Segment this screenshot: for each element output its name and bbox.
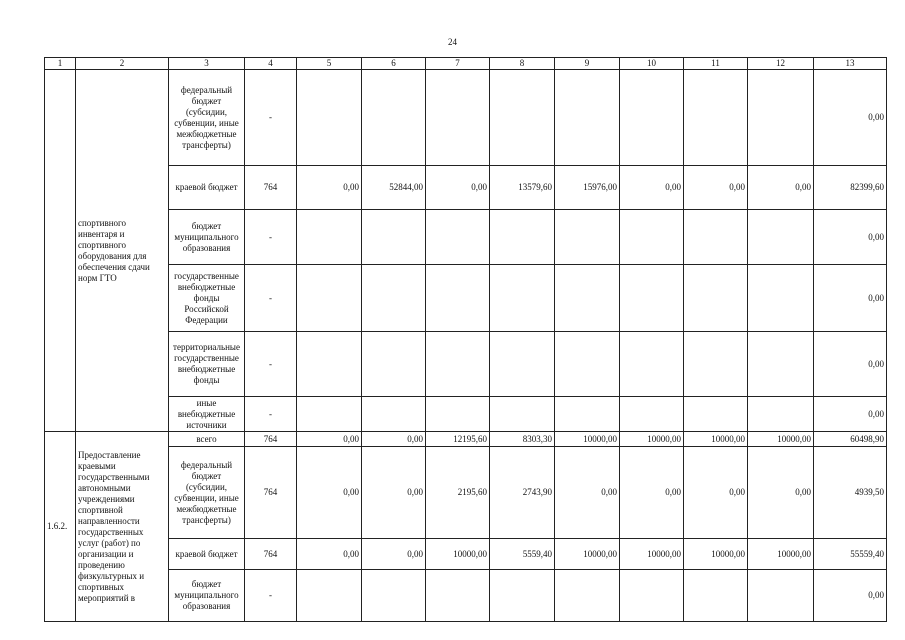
column-header: 7 (426, 58, 490, 70)
column-header: 5 (297, 58, 362, 70)
column-header: 11 (684, 58, 748, 70)
year-value (297, 210, 362, 265)
year-value (426, 570, 490, 622)
year-value: 0,00 (748, 166, 814, 210)
year-value (620, 210, 684, 265)
table-row (45, 265, 887, 332)
year-value: 10000,00 (426, 539, 490, 570)
year-value (555, 397, 620, 432)
funding-source: государственные внебюджетные фонды Российской Федерации (169, 265, 245, 332)
budget-code: - (245, 332, 297, 397)
year-value: 10000,00 (748, 432, 814, 447)
funding-source: краевой бюджет (169, 539, 245, 570)
year-value (620, 397, 684, 432)
total-value: 0,00 (814, 397, 887, 432)
column-header: 4 (245, 58, 297, 70)
year-value (684, 210, 748, 265)
year-value: 10000,00 (555, 432, 620, 447)
year-value: 0,00 (297, 447, 362, 539)
total-value: 0,00 (814, 332, 887, 397)
column-header: 12 (748, 58, 814, 70)
budget-code: - (245, 570, 297, 622)
total-value: 0,00 (814, 570, 887, 622)
year-value (490, 70, 555, 166)
year-value (684, 70, 748, 166)
column-header: 6 (362, 58, 426, 70)
column-header: 9 (555, 58, 620, 70)
funding-source: всего (169, 432, 245, 447)
budget-table (44, 57, 887, 622)
budget-code: 764 (245, 166, 297, 210)
year-value (490, 397, 555, 432)
year-value (362, 210, 426, 265)
table-row (45, 166, 887, 210)
year-value (620, 265, 684, 332)
table-row (45, 70, 887, 166)
year-value (684, 570, 748, 622)
year-value: 5559,40 (490, 539, 555, 570)
total-value: 0,00 (814, 70, 887, 166)
year-value (555, 70, 620, 166)
column-header: 1 (45, 58, 76, 70)
year-value: 0,00 (362, 539, 426, 570)
total-value: 0,00 (814, 210, 887, 265)
year-value: 10000,00 (620, 539, 684, 570)
year-value (297, 70, 362, 166)
funding-source: краевой бюджет (169, 166, 245, 210)
budget-code: 764 (245, 447, 297, 539)
year-value (748, 332, 814, 397)
year-value: 0,00 (297, 539, 362, 570)
table-row (45, 570, 887, 622)
column-header: 10 (620, 58, 684, 70)
year-value (684, 397, 748, 432)
year-value: 2195,60 (426, 447, 490, 539)
budget-code: - (245, 265, 297, 332)
item-code: 1.6.2. (45, 432, 76, 622)
table-row (45, 332, 887, 397)
table-row (45, 397, 887, 432)
year-value (297, 332, 362, 397)
column-header: 13 (814, 58, 887, 70)
year-value: 0,00 (297, 432, 362, 447)
year-value: 0,00 (362, 432, 426, 447)
budget-code: - (245, 397, 297, 432)
funding-source: территориальные государственные внебюджетные фонды (169, 332, 245, 397)
column-header: 8 (490, 58, 555, 70)
year-value (297, 397, 362, 432)
year-value: 0,00 (748, 447, 814, 539)
budget-code: 764 (245, 432, 297, 447)
year-value (555, 265, 620, 332)
year-value: 13579,60 (490, 166, 555, 210)
year-value (426, 70, 490, 166)
table-row (45, 432, 887, 447)
total-value: 82399,60 (814, 166, 887, 210)
year-value: 0,00 (297, 166, 362, 210)
year-value (748, 397, 814, 432)
year-value: 0,00 (362, 447, 426, 539)
year-value: 2743,90 (490, 447, 555, 539)
total-value: 0,00 (814, 265, 887, 332)
year-value (426, 397, 490, 432)
funding-source: иные внебюджетные источники (169, 397, 245, 432)
year-value (490, 332, 555, 397)
year-value: 10000,00 (555, 539, 620, 570)
year-value (620, 70, 684, 166)
column-header: 2 (76, 58, 169, 70)
year-value (426, 265, 490, 332)
year-value: 10000,00 (748, 539, 814, 570)
year-value (297, 265, 362, 332)
year-value: 12195,60 (426, 432, 490, 447)
table-row (45, 539, 887, 570)
budget-code: 764 (245, 539, 297, 570)
budget-code: - (245, 210, 297, 265)
page-number: 24 (448, 37, 457, 47)
year-value (748, 210, 814, 265)
year-value: 8303,30 (490, 432, 555, 447)
item-name: спортивного инвентаря и спортивного оборудования для обеспечения сдачи норм ГТО (76, 70, 169, 432)
item-name: Предоставление краевыми государственными автономными учреждениями спортивной направленности государственных услуг (работ) по организации и проведению физкультурных и спортивных мероприятий в (76, 432, 169, 622)
item-code (45, 70, 76, 432)
year-value: 52844,00 (362, 166, 426, 210)
column-header: 3 (169, 58, 245, 70)
total-value: 4939,50 (814, 447, 887, 539)
year-value (490, 570, 555, 622)
total-value: 55559,40 (814, 539, 887, 570)
year-value (362, 397, 426, 432)
total-value: 60498,90 (814, 432, 887, 447)
year-value: 0,00 (620, 166, 684, 210)
year-value (684, 265, 748, 332)
funding-source: бюджет муниципального образования (169, 570, 245, 622)
year-value: 10000,00 (684, 539, 748, 570)
year-value (555, 570, 620, 622)
year-value: 15976,00 (555, 166, 620, 210)
year-value (748, 70, 814, 166)
year-value (748, 570, 814, 622)
year-value (684, 332, 748, 397)
year-value: 10000,00 (620, 432, 684, 447)
funding-source: федеральный бюджет (субсидии, субвенции, иные межбюджетные трансферты) (169, 447, 245, 539)
column-header-row (45, 58, 887, 70)
year-value (620, 570, 684, 622)
year-value (362, 332, 426, 397)
year-value: 10000,00 (684, 432, 748, 447)
year-value (620, 332, 684, 397)
year-value (490, 210, 555, 265)
table-row (45, 447, 887, 539)
year-value: 0,00 (426, 166, 490, 210)
year-value (362, 70, 426, 166)
funding-source: бюджет муниципального образования (169, 210, 245, 265)
budget-code: - (245, 70, 297, 166)
year-value (490, 265, 555, 332)
year-value (748, 265, 814, 332)
table-row (45, 210, 887, 265)
year-value (555, 210, 620, 265)
year-value (297, 570, 362, 622)
year-value: 0,00 (684, 166, 748, 210)
year-value (426, 332, 490, 397)
year-value: 0,00 (620, 447, 684, 539)
year-value (555, 332, 620, 397)
year-value: 0,00 (555, 447, 620, 539)
year-value (362, 570, 426, 622)
year-value: 0,00 (684, 447, 748, 539)
funding-source: федеральный бюджет (субсидии, субвенции, иные межбюджетные трансферты) (169, 70, 245, 166)
year-value (426, 210, 490, 265)
year-value (362, 265, 426, 332)
